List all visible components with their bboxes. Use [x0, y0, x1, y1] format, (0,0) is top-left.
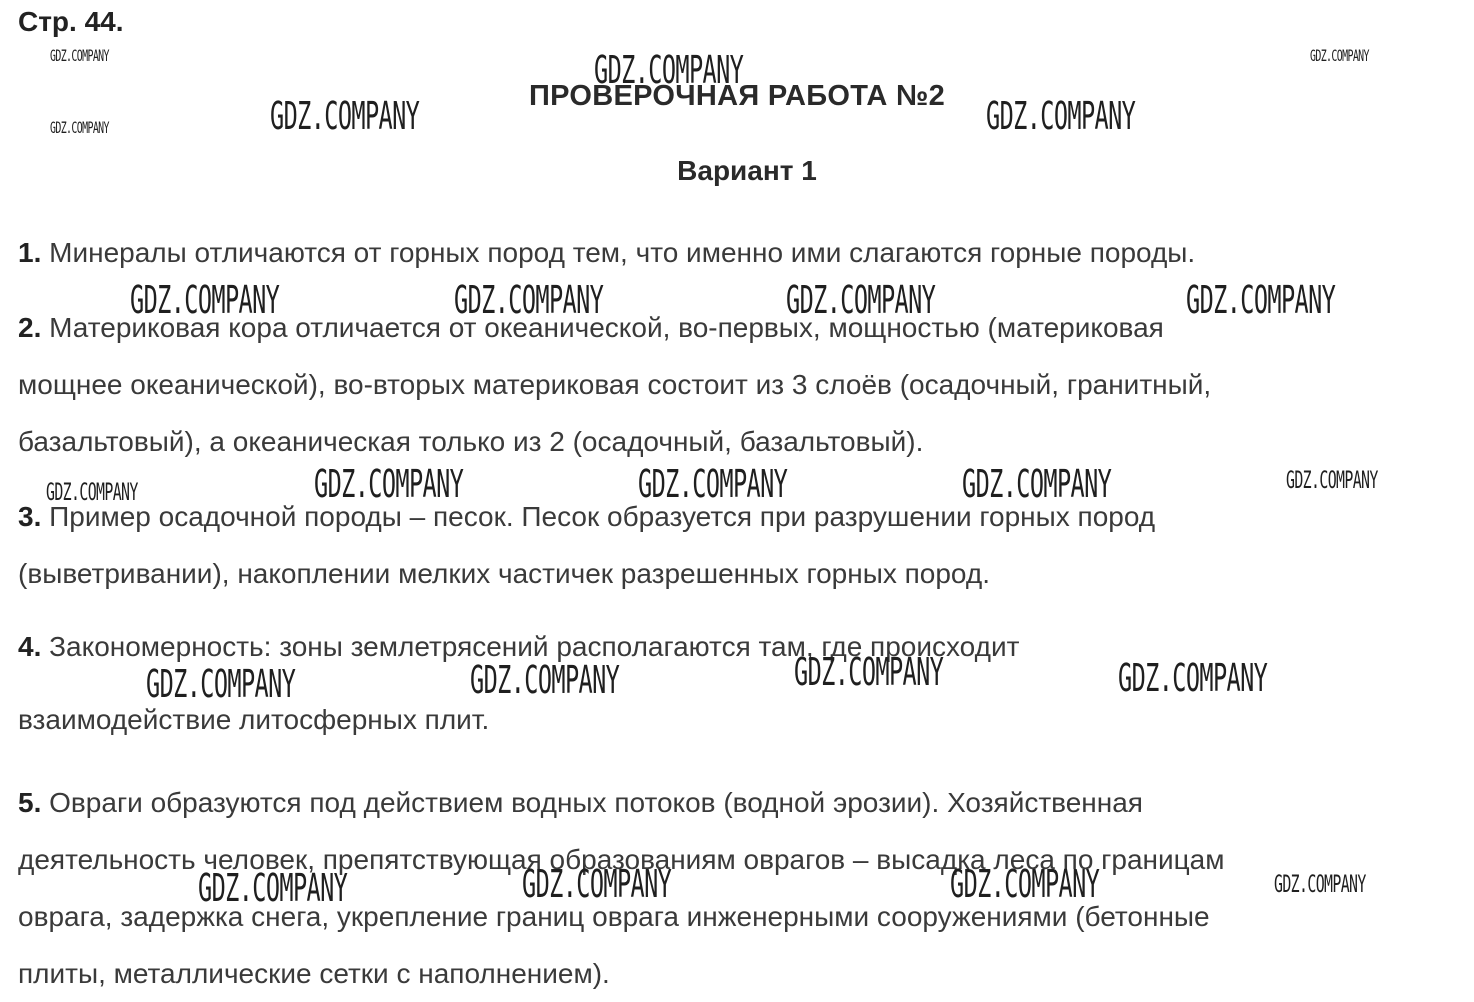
watermark: GDZ.COMPANY — [1310, 46, 1369, 65]
watermark: GDZ.COMPANY — [950, 862, 1100, 906]
answer-line: взаимодействие литосферных плит. — [18, 704, 490, 735]
answer-line — [18, 774, 1468, 831]
answer-text: Материковая кора отличается от океанической, во-первых, мощностью (материковая — [49, 312, 1164, 343]
answer-line: плиты, металлические сетки с наполнением). — [18, 958, 610, 989]
watermark: GDZ.COMPANY — [270, 94, 420, 138]
watermark: GDZ.COMPANY — [470, 658, 620, 702]
watermark: GDZ.COMPANY — [198, 866, 348, 910]
worksheet-title: ПРОВЕРОЧНАЯ РАБОТА №2 — [528, 80, 946, 112]
answer-number: 2. — [18, 312, 42, 343]
variant-heading: Вариант 1 — [677, 155, 817, 186]
answer-text: Закономерность: зоны землетрясений располагаются там, где происходит — [49, 631, 1020, 662]
answer-number: 5. — [18, 787, 42, 818]
answer-line: мощнее океанической), во-вторых материковая состоит из 3 слоёв (осадочный, гранитный, — [18, 369, 1212, 400]
answer-item — [18, 224, 1468, 281]
answer-line: оврага, задержка снега, укрепление границ оврага инженерными сооружениями (бетонные — [18, 901, 1210, 932]
answer-line: (выветривании), накоплении мелких частичек разрешенных горных пород. — [18, 558, 990, 589]
watermark: GDZ.COMPANY — [146, 662, 296, 706]
watermark: GDZ.COMPANY — [786, 278, 936, 322]
watermark: GDZ.COMPANY — [794, 650, 944, 694]
watermark: GDZ.COMPANY — [986, 94, 1136, 138]
answer-line — [18, 224, 1468, 281]
watermark: GDZ.COMPANY — [1186, 278, 1336, 322]
watermark: GDZ.COMPANY — [50, 118, 109, 137]
watermark: GDZ.COMPANY — [46, 478, 138, 506]
watermark: GDZ.COMPANY — [594, 48, 744, 92]
watermark: GDZ.COMPANY — [1274, 870, 1366, 898]
watermark: GDZ.COMPANY — [130, 278, 280, 322]
watermark: GDZ.COMPANY — [1286, 466, 1378, 494]
watermark: GDZ.COMPANY — [1118, 656, 1268, 700]
watermark: GDZ.COMPANY — [454, 278, 604, 322]
answer-number: 4. — [18, 631, 42, 662]
watermark: GDZ.COMPANY — [314, 462, 464, 506]
watermark: GDZ.COMPANY — [638, 462, 788, 506]
answer-text: Пример осадочной породы – песок. Песок образуется при разрушении горных пород — [49, 501, 1156, 532]
watermark: GDZ.COMPANY — [962, 462, 1112, 506]
answer-number: 3. — [18, 501, 42, 532]
page-label: Стр. 44. — [18, 6, 124, 37]
answer-line: деятельность человек, препятствующая образованиям оврагов – высадка леса по границам — [18, 844, 1225, 875]
watermark: GDZ.COMPANY — [50, 46, 109, 65]
answer-number: 1. — [18, 237, 42, 268]
watermark: GDZ.COMPANY — [522, 862, 672, 906]
answer-text: Минералы отличаются от горных пород тем, что именно ими слагаются горные породы. — [49, 237, 1196, 268]
answer-item — [18, 299, 1468, 470]
answer-line: базальтовый), а океаническая только из 2 (осадочный, базальтовый). — [18, 426, 924, 457]
answer-text: Овраги образуются под действием водных потоков (водной эрозии). Хозяйственная — [49, 787, 1143, 818]
